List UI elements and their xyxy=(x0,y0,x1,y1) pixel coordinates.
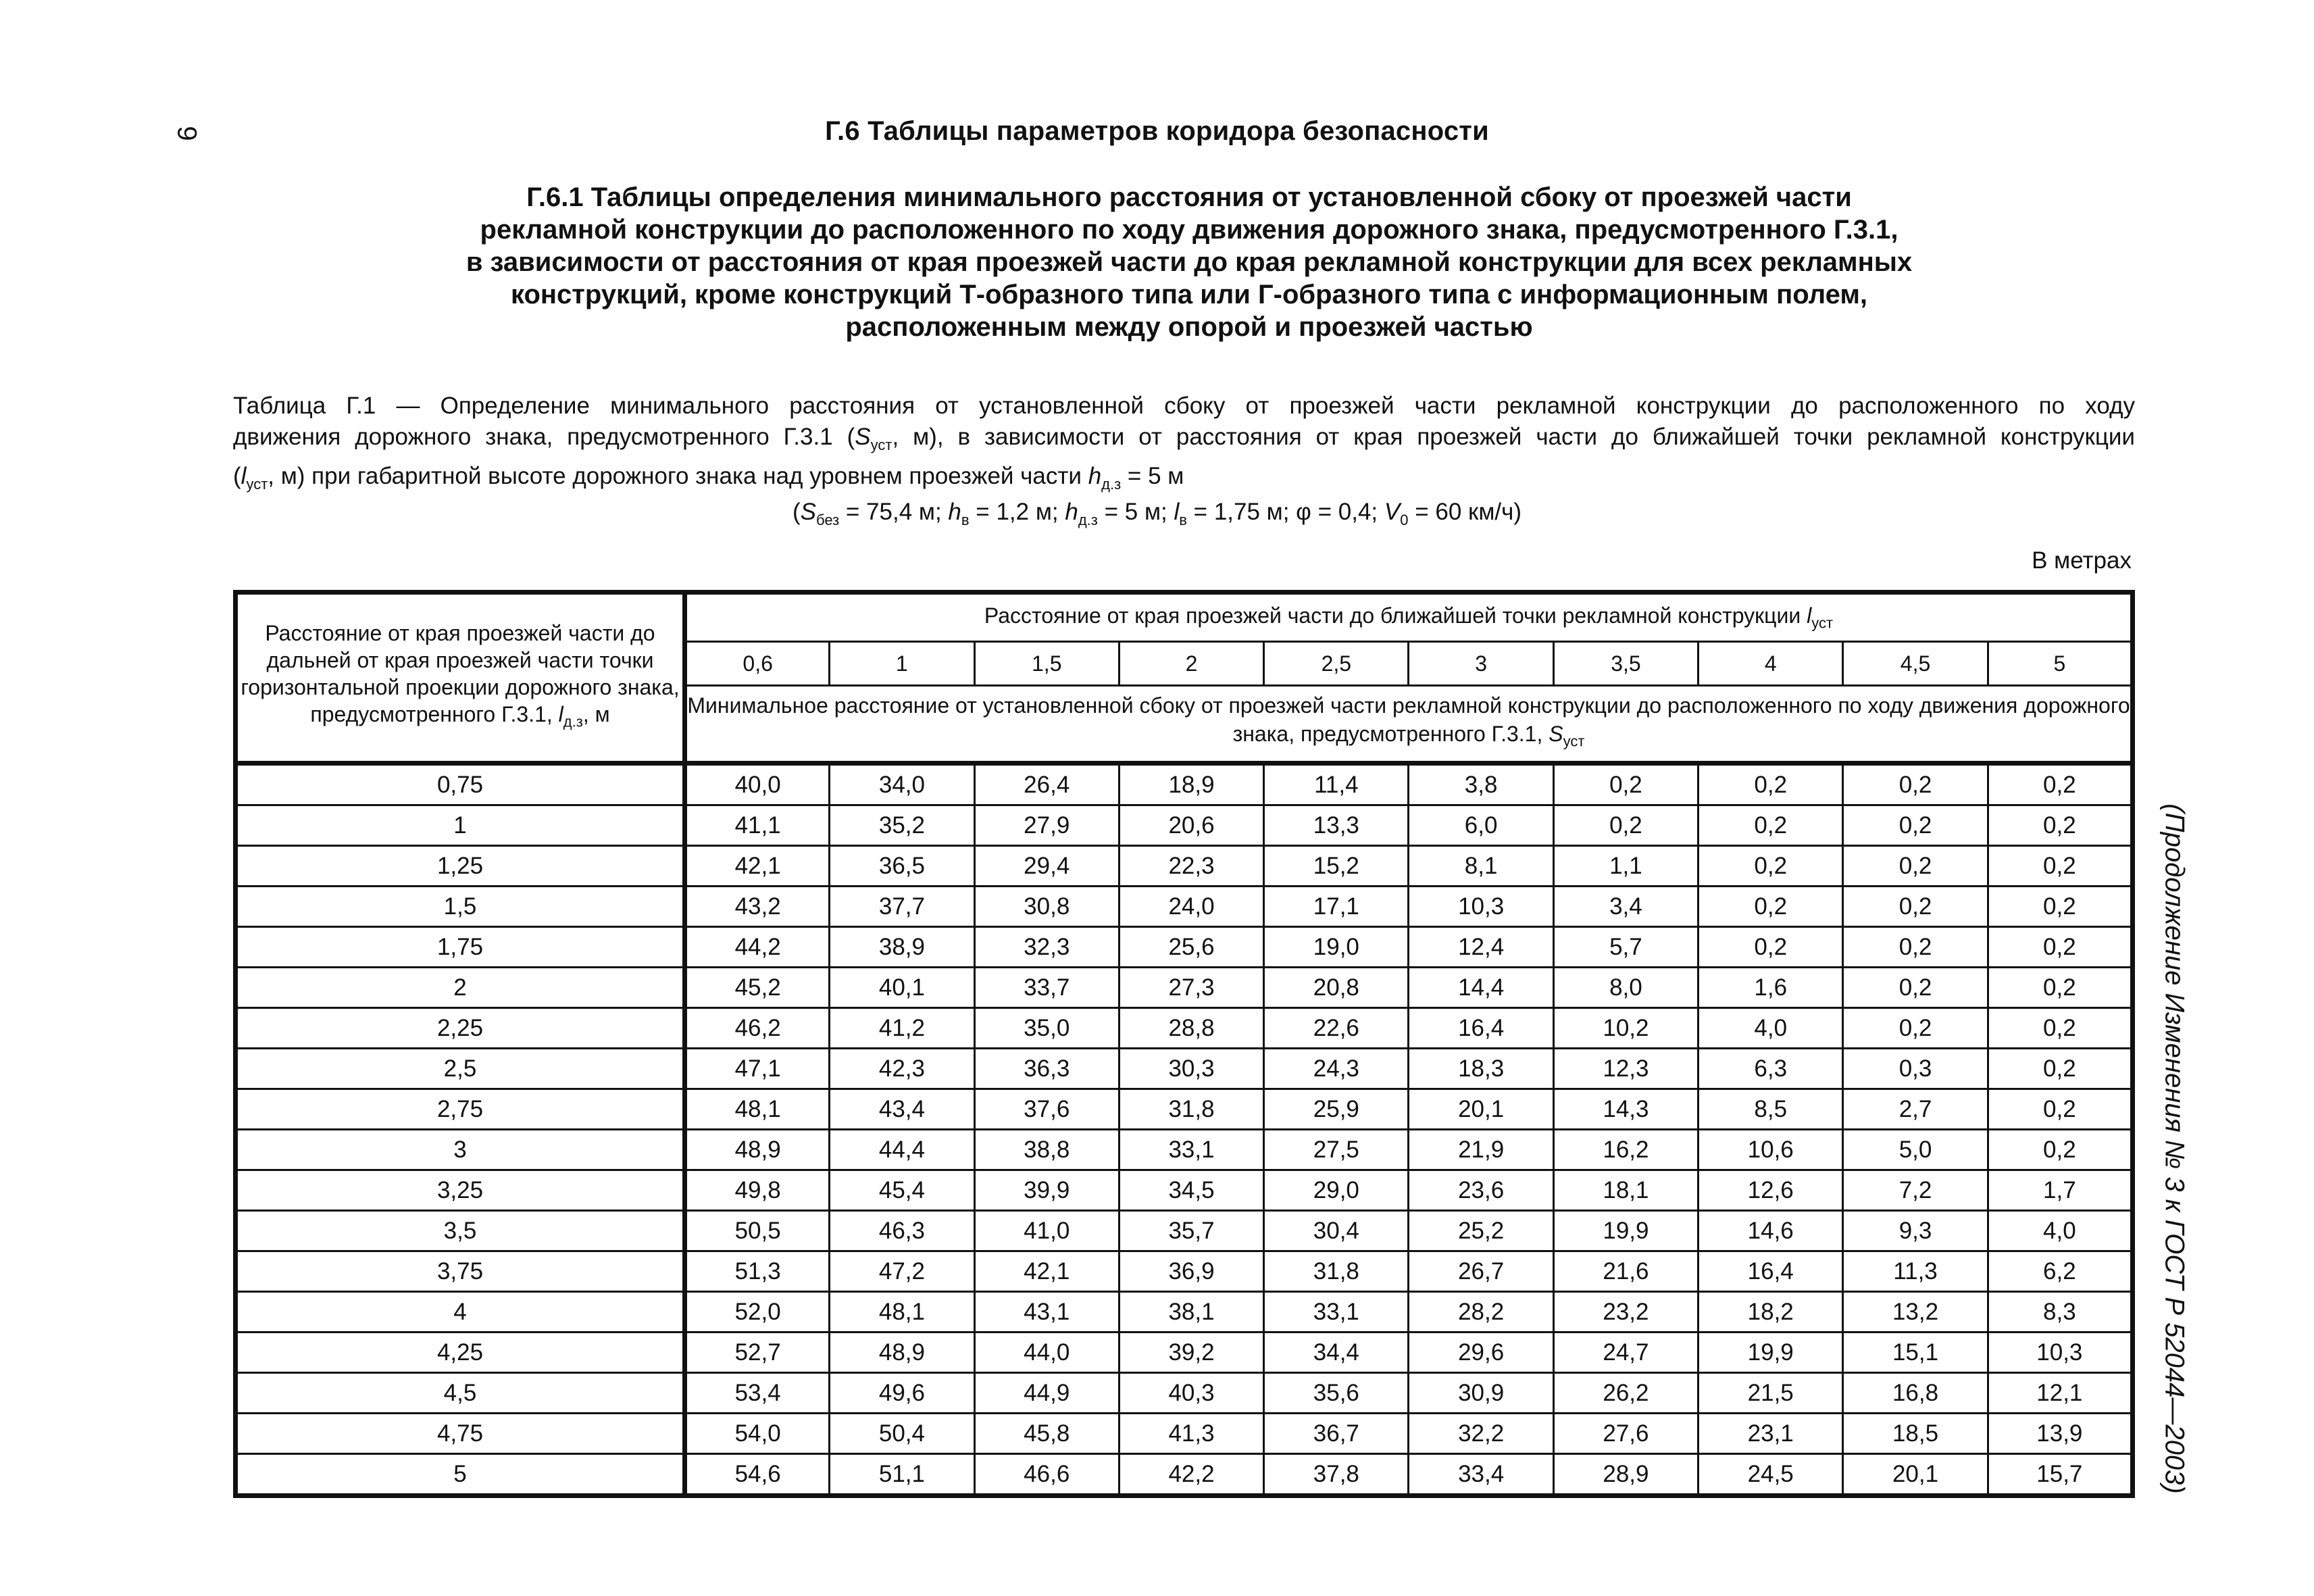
table-cell: 0,2 xyxy=(1988,1089,2132,1130)
table-cell: 41,0 xyxy=(974,1211,1119,1251)
table-cell: 0,2 xyxy=(1553,805,1698,846)
table-cell: 33,4 xyxy=(1409,1454,1553,1496)
table-cell: 44,0 xyxy=(974,1332,1119,1373)
table-cell: 42,1 xyxy=(685,846,830,887)
table-cell: 17,1 xyxy=(1264,887,1409,927)
row-header-cell: 4,25 xyxy=(236,1332,685,1373)
header-top: Расстояние от края проезжей части до ближайшей точки рекламной конструкции $l_{уст}$ xyxy=(685,593,2133,642)
table-cell: 22,3 xyxy=(1119,846,1263,887)
table-cell: 0,2 xyxy=(1699,846,1843,887)
table-cell: 27,6 xyxy=(1553,1414,1698,1454)
table-cell: 8,3 xyxy=(1988,1292,2132,1332)
row-header-cell: 4,5 xyxy=(236,1373,685,1414)
table-cell: 6,2 xyxy=(1988,1251,2132,1292)
table-cell: 16,4 xyxy=(1409,1008,1553,1049)
table-cell: 0,2 xyxy=(1843,1008,1988,1049)
table-cell: 36,7 xyxy=(1264,1414,1409,1454)
table-cell: 0,2 xyxy=(1843,887,1988,927)
table-cell: 9,3 xyxy=(1843,1211,1988,1251)
table-row xyxy=(236,887,2133,927)
table-row xyxy=(236,764,2133,805)
table-cell: 4,0 xyxy=(1699,1008,1843,1049)
table-cell: 52,0 xyxy=(685,1292,830,1332)
table-cell: 0,2 xyxy=(1843,764,1988,805)
column-header: 3,5 xyxy=(1553,642,1698,686)
row-header-cell: 4 xyxy=(236,1292,685,1332)
table-cell: 6,0 xyxy=(1409,805,1553,846)
table-cell: 0,2 xyxy=(1843,968,1988,1008)
table-cell: 14,3 xyxy=(1553,1089,1698,1130)
subsection-title-line: расположенным между опорой и проезжей частью xyxy=(845,312,1533,342)
table-cell: 43,4 xyxy=(830,1089,974,1130)
table-cell: 23,6 xyxy=(1409,1170,1553,1211)
table-cell: 28,9 xyxy=(1553,1454,1698,1496)
subsection-title-line: рекламной конструкции до расположенного по ходу движения дорожного знака, предусмотренного Г.3.1, xyxy=(480,215,1898,245)
table-body xyxy=(236,764,2133,1496)
table-cell: 27,9 xyxy=(974,805,1119,846)
table-row xyxy=(236,927,2133,968)
table-cell: 48,1 xyxy=(685,1089,830,1130)
table-cell: 10,3 xyxy=(1409,887,1553,927)
table-cell: 33,1 xyxy=(1119,1130,1263,1170)
table-cell: 34,0 xyxy=(830,764,974,805)
table-cell: 4,0 xyxy=(1988,1211,2132,1251)
table-cell: 21,5 xyxy=(1699,1373,1843,1414)
row-header-cell: 1,25 xyxy=(236,846,685,887)
table-cell: 28,8 xyxy=(1119,1008,1263,1049)
row-header-cell: 2,75 xyxy=(236,1089,685,1130)
column-header: 1,5 xyxy=(974,642,1119,686)
table-cell: 34,4 xyxy=(1264,1332,1409,1373)
table-row xyxy=(236,805,2133,846)
table-cell: 38,8 xyxy=(974,1130,1119,1170)
subsection-title-line: Г.6.1 Таблицы определения минимального расстояния от установленной сбоку от проезжей части xyxy=(526,182,1852,212)
row-header-cell: 3,5 xyxy=(236,1211,685,1251)
table-cell: 51,3 xyxy=(685,1251,830,1292)
table-cell: 29,0 xyxy=(1264,1170,1409,1211)
table-cell: 31,8 xyxy=(1264,1251,1409,1292)
table-cell: 18,9 xyxy=(1119,764,1263,805)
table-cell: 46,3 xyxy=(830,1211,974,1251)
table-cell: 33,7 xyxy=(974,968,1119,1008)
table-cell: 31,8 xyxy=(1119,1089,1263,1130)
table-cell: 19,9 xyxy=(1699,1332,1843,1373)
table-cell: 0,2 xyxy=(1988,968,2132,1008)
table-cell: 42,2 xyxy=(1119,1454,1263,1496)
table-cell: 48,9 xyxy=(830,1332,974,1373)
table-cell: 0,2 xyxy=(1699,805,1843,846)
caption-line: Таблица Г.1 — Определение минимального расстояния от установленной сбоку от проезжей части рекламной конструкции до расположенного по ходу xyxy=(233,393,2135,419)
table-cell: 38,9 xyxy=(830,927,974,968)
table-cell: 3,8 xyxy=(1409,764,1553,805)
table-cell: 22,6 xyxy=(1264,1008,1409,1049)
table-cell: 33,1 xyxy=(1264,1292,1409,1332)
row-header-cell: 2,5 xyxy=(236,1049,685,1089)
table-cell: 41,1 xyxy=(685,805,830,846)
table-cell: 44,9 xyxy=(974,1373,1119,1414)
table-cell: 24,7 xyxy=(1553,1332,1698,1373)
table-cell: 19,0 xyxy=(1264,927,1409,968)
table-cell: 0,2 xyxy=(1988,764,2132,805)
subsection-title xyxy=(378,181,2000,343)
table-cell: 30,8 xyxy=(974,887,1119,927)
table-cell: 35,2 xyxy=(830,805,974,846)
table-cell: 25,6 xyxy=(1119,927,1263,968)
row-header-cell: 3,25 xyxy=(236,1170,685,1211)
table-cell: 25,2 xyxy=(1409,1211,1553,1251)
table-cell: 12,3 xyxy=(1553,1049,1698,1089)
table-row xyxy=(236,1089,2133,1130)
table-row xyxy=(236,1170,2133,1211)
table-cell: 48,9 xyxy=(685,1130,830,1170)
table-cell: 14,4 xyxy=(1409,968,1553,1008)
row-header-cell: 3 xyxy=(236,1130,685,1170)
table-cell: 11,4 xyxy=(1264,764,1409,805)
table-cell: 42,1 xyxy=(974,1251,1119,1292)
column-header: 1 xyxy=(830,642,974,686)
table-cell: 24,3 xyxy=(1264,1049,1409,1089)
row-header-cell: 1,5 xyxy=(236,887,685,927)
table-cell: 53,4 xyxy=(685,1373,830,1414)
data-table xyxy=(233,590,2135,1498)
table-row xyxy=(236,846,2133,887)
caption-line: ($l_{уст}$, м) при габаритной высоте дорожного знака над уровнем проезжей части $h_{д.з} = 5$ м xyxy=(233,463,1184,493)
table-header xyxy=(236,593,2133,764)
row-header-cell: 1 xyxy=(236,805,685,846)
table-cell: 27,5 xyxy=(1264,1130,1409,1170)
caption-line: движения дорожного знака, предусмотренного Г.3.1 ($S_{уст}$, м), в зависимости от расстояния от края проезжей части до ближайшей точки рекламной конструкции xyxy=(233,424,2135,453)
table-cell: 16,8 xyxy=(1843,1373,1988,1414)
table-cell: 0,2 xyxy=(1699,764,1843,805)
side-note: (Продолжение Изменения № 3 к ГОСТ Р 52044—2003) xyxy=(2159,803,2190,1494)
column-header: 3 xyxy=(1409,642,1553,686)
table-cell: 8,0 xyxy=(1553,968,1698,1008)
table-cell: 12,6 xyxy=(1699,1170,1843,1211)
table-cell: 40,1 xyxy=(830,968,974,1008)
column-header: 2,5 xyxy=(1264,642,1409,686)
table-cell: 40,0 xyxy=(685,764,830,805)
table-cell: 43,2 xyxy=(685,887,830,927)
table-cell: 0,2 xyxy=(1988,805,2132,846)
table-cell: 32,3 xyxy=(974,927,1119,968)
table-cell: 1,6 xyxy=(1699,968,1843,1008)
table-row xyxy=(236,1211,2133,1251)
table-cell: 54,0 xyxy=(685,1414,830,1454)
table-cell: 10,3 xyxy=(1988,1332,2132,1373)
table-cell: 18,2 xyxy=(1699,1292,1843,1332)
table-cell: 44,4 xyxy=(830,1130,974,1170)
table-row xyxy=(236,1454,2133,1496)
table-cell: 26,4 xyxy=(974,764,1119,805)
table-cell: 0,2 xyxy=(1843,927,1988,968)
table-cell: 37,6 xyxy=(974,1089,1119,1130)
table-cell: 49,6 xyxy=(830,1373,974,1414)
table-row xyxy=(236,1414,2133,1454)
table-cell: 45,2 xyxy=(685,968,830,1008)
table-cell: 39,9 xyxy=(974,1170,1119,1211)
table-cell: 44,2 xyxy=(685,927,830,968)
table-cell: 32,2 xyxy=(1409,1414,1553,1454)
row-header-cell: 5 xyxy=(236,1454,685,1496)
row-header-cell: 1,75 xyxy=(236,927,685,968)
table-cell: 41,2 xyxy=(830,1008,974,1049)
row-header-cell: 2 xyxy=(236,968,685,1008)
table-cell: 35,0 xyxy=(974,1008,1119,1049)
table-row xyxy=(236,968,2133,1008)
table-cell: 47,1 xyxy=(685,1049,830,1089)
table-cell: 13,3 xyxy=(1264,805,1409,846)
table-cell: 0,2 xyxy=(1699,927,1843,968)
table-cell: 7,2 xyxy=(1843,1170,1988,1211)
table-cell: 0,2 xyxy=(1699,887,1843,927)
subsection-title-line: в зависимости от расстояния от края проезжей части до края рекламной конструкции для всех рекламных xyxy=(466,247,1913,277)
subsection-title-line: конструкций, кроме конструкций Т-образного типа или Г-образного типа с информационным полем, xyxy=(510,280,1868,309)
table-cell: 0,3 xyxy=(1843,1049,1988,1089)
table-cell: 36,3 xyxy=(974,1049,1119,1089)
table-cell: 6,3 xyxy=(1699,1049,1843,1089)
table-cell: 26,7 xyxy=(1409,1251,1553,1292)
table-cell: 50,5 xyxy=(685,1211,830,1251)
table-cell: 14,6 xyxy=(1699,1211,1843,1251)
table-cell: 29,6 xyxy=(1409,1332,1553,1373)
table-cell: 20,8 xyxy=(1264,968,1409,1008)
table-cell: 49,8 xyxy=(685,1170,830,1211)
table-cell: 24,5 xyxy=(1699,1454,1843,1496)
table-cell: 40,3 xyxy=(1119,1373,1263,1414)
table-cell: 45,8 xyxy=(974,1414,1119,1454)
table-cell: 16,2 xyxy=(1553,1130,1698,1170)
table-cell: 46,6 xyxy=(974,1454,1119,1496)
table-cell: 20,1 xyxy=(1409,1089,1553,1130)
table-cell: 10,6 xyxy=(1699,1130,1843,1170)
table-row xyxy=(236,1049,2133,1089)
header-left: Расстояние от края проезжей части до дальней от края проезжей части точки горизонтальной проекции дорожного знака, предусмотренного Г.3.1, $l_{д.з}$, м xyxy=(236,593,685,764)
header-description: Минимальное расстояние от установленной сбоку от проезжей части рекламной конструкции до расположенного по ходу движения дорожного знака, предусмотренного Г.3.1, $S_{уст}$ xyxy=(685,686,2133,764)
table-cell: 29,4 xyxy=(974,846,1119,887)
table-cell: 30,9 xyxy=(1409,1373,1553,1414)
table-cell: 16,4 xyxy=(1699,1251,1843,1292)
table-cell: 15,1 xyxy=(1843,1332,1988,1373)
table-cell: 23,2 xyxy=(1553,1292,1698,1332)
table-cell: 30,3 xyxy=(1119,1049,1263,1089)
table-cell: 13,2 xyxy=(1843,1292,1988,1332)
row-header-cell: 0,75 xyxy=(236,764,685,805)
section-title: Г.6 Таблицы параметров коридора безопасности xyxy=(825,116,1489,146)
table-cell: 18,3 xyxy=(1409,1049,1553,1089)
table-cell: 12,4 xyxy=(1409,927,1553,968)
column-header: 4 xyxy=(1699,642,1843,686)
table-cell: 11,3 xyxy=(1843,1251,1988,1292)
table-row xyxy=(236,1008,2133,1049)
table-cell: 2,7 xyxy=(1843,1089,1988,1130)
table-cell: 30,4 xyxy=(1264,1211,1409,1251)
table-cell: 18,1 xyxy=(1553,1170,1698,1211)
table-cell: 46,2 xyxy=(685,1008,830,1049)
table-cell: 27,3 xyxy=(1119,968,1263,1008)
table-row xyxy=(236,1251,2133,1292)
table-cell: 19,9 xyxy=(1553,1211,1698,1251)
table-cell: 34,5 xyxy=(1119,1170,1263,1211)
table-cell: 36,9 xyxy=(1119,1251,1263,1292)
table-cell: 0,2 xyxy=(1988,887,2132,927)
row-header-cell: 3,75 xyxy=(236,1251,685,1292)
row-header-cell: 2,25 xyxy=(236,1008,685,1049)
table-cell: 15,7 xyxy=(1988,1454,2132,1496)
table-cell: 47,2 xyxy=(830,1251,974,1292)
table-cell: 10,2 xyxy=(1553,1008,1698,1049)
table-cell: 36,5 xyxy=(830,846,974,887)
page-number: 9 xyxy=(172,126,202,141)
table-cell: 28,2 xyxy=(1409,1292,1553,1332)
table-cell: 25,9 xyxy=(1264,1089,1409,1130)
table-cell: 50,4 xyxy=(830,1414,974,1454)
table-row xyxy=(236,1332,2133,1373)
table-cell: 1,1 xyxy=(1553,846,1698,887)
table-cell: 54,6 xyxy=(685,1454,830,1496)
table-cell: 37,7 xyxy=(830,887,974,927)
table-cell: 20,6 xyxy=(1119,805,1263,846)
table-cell: 13,9 xyxy=(1988,1414,2132,1454)
table-cell: 18,5 xyxy=(1843,1414,1988,1454)
column-header: 0,6 xyxy=(685,642,830,686)
table-cell: 0,2 xyxy=(1988,1130,2132,1170)
table-cell: 0,2 xyxy=(1988,1049,2132,1089)
table-cell: 23,1 xyxy=(1699,1414,1843,1454)
table-cell: 52,7 xyxy=(685,1332,830,1373)
table-cell: 3,4 xyxy=(1553,887,1698,927)
column-header: 5 xyxy=(1988,642,2132,686)
table-cell: 8,5 xyxy=(1699,1089,1843,1130)
table-cell: 8,1 xyxy=(1409,846,1553,887)
table-cell: 1,7 xyxy=(1988,1170,2132,1211)
table-cell: 5,0 xyxy=(1843,1130,1988,1170)
table-cell: 45,4 xyxy=(830,1170,974,1211)
table-caption xyxy=(233,391,2135,500)
table-row xyxy=(236,1130,2133,1170)
table-cell: 39,2 xyxy=(1119,1332,1263,1373)
table-cell: 21,6 xyxy=(1553,1251,1698,1292)
table-cell: 43,1 xyxy=(974,1292,1119,1332)
table-cell: 35,6 xyxy=(1264,1373,1409,1414)
table-cell: 0,2 xyxy=(1843,805,1988,846)
table-cell: 0,2 xyxy=(1843,846,1988,887)
table-cell: 0,2 xyxy=(1988,927,2132,968)
table-row xyxy=(236,1373,2133,1414)
table-cell: 20,1 xyxy=(1843,1454,1988,1496)
table-cell: 5,7 xyxy=(1553,927,1698,968)
column-header: 2 xyxy=(1119,642,1263,686)
table-row xyxy=(236,1292,2133,1332)
row-header-cell: 4,75 xyxy=(236,1414,685,1454)
table-cell: 0,2 xyxy=(1988,846,2132,887)
table-cell: 0,2 xyxy=(1988,1008,2132,1049)
table-parameters: ($S_{без} = 75,4$ м; $h_в = 1,2$ м; $h_{д.з} = 5$ м; $l_в = 1,75$ м; φ = 0,4; $V_0 = 60$ км/ч) xyxy=(792,499,1522,528)
table-cell: 51,1 xyxy=(830,1454,974,1496)
column-header: 4,5 xyxy=(1843,642,1988,686)
table-cell: 21,9 xyxy=(1409,1130,1553,1170)
table-cell: 42,3 xyxy=(830,1049,974,1089)
table-cell: 35,7 xyxy=(1119,1211,1263,1251)
units-label: В метрах xyxy=(2032,547,2132,574)
table-cell: 48,1 xyxy=(830,1292,974,1332)
table-cell: 26,2 xyxy=(1553,1373,1698,1414)
table-cell: 37,8 xyxy=(1264,1454,1409,1496)
table-cell: 12,1 xyxy=(1988,1373,2132,1414)
table-cell: 0,2 xyxy=(1553,764,1698,805)
table-cell: 41,3 xyxy=(1119,1414,1263,1454)
table-cell: 15,2 xyxy=(1264,846,1409,887)
table-cell: 38,1 xyxy=(1119,1292,1263,1332)
table-cell: 24,0 xyxy=(1119,887,1263,927)
